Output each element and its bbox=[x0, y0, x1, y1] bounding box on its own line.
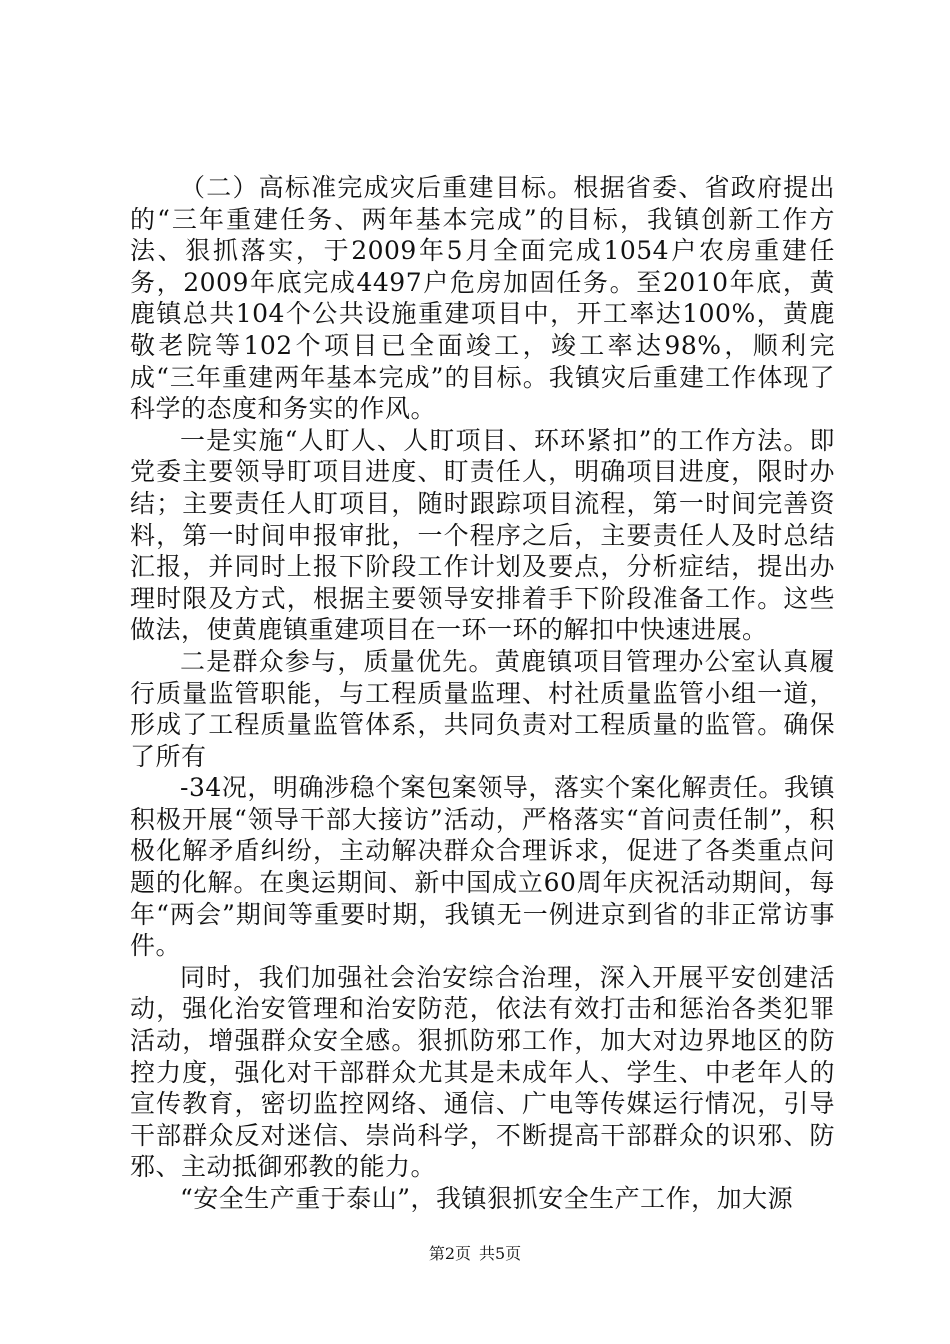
paragraph-project-method: 一是实施“人盯人、人盯项目、环环紧扣”的工作方法。即党委主要领导盯项目进度、盯责任人，明确项目进度，限时办结；主要责任人盯项目，随时跟踪项目流程，第一时间完善资料，第一时间申报审批，一个程序之后，主要责任人及时总结汇报，并同时上报下阶段工作计划及要点，分析症结，提出办理时限及方式，根据主要领导安排着手下阶段准备工作。这些做法，使黄鹿镇重建项目在一环一环的解扣中快速进展。 bbox=[130, 425, 835, 645]
document-body bbox=[130, 172, 835, 1215]
paragraph-public-security: 同时，我们加强社会治安综合治理，深入开展平安创建活动，强化治安管理和治安防范，依法有效打击和惩治各类犯罪活动，增强群众安全感。狠抓防邪工作，加大对边界地区的防控力度，强化对干部群众尤其是未成年人、学生、中老年人的宣传教育，密切监控网络、通信、广电等传媒运行情况，引导干部群众反对迷信、崇尚科学，不断提高干部群众的识邪、防邪、主动抵御邪教的能力。 bbox=[130, 962, 835, 1182]
page-number: 第2页 bbox=[428, 1244, 471, 1263]
paragraph-petition-handling: -34况，明确涉稳个案包案领导，落实个案化解责任。我镇积极开展“领导干部大接访”活动，严格落实“首问责任制”，积极化解矛盾纠纷，主动解决群众合理诉求，促进了各类重点问题的化解。在奥运期间、新中国成立60周年庆祝活动期间，每年“两会”期间等重要时期，我镇无一例进京到省的非正常访事件。 bbox=[130, 773, 835, 961]
paragraph-reconstruction-goal: （二）高标准完成灾后重建目标。根据省委、省政府提出的“三年重建任务、两年基本完成”的目标，我镇创新工作方法、狠抓落实，于2009年5月全面完成1054户农房重建任务，2009年底完成4497户危房加固任务。至2010年底，黄鹿镇总共104个公共设施重建项目中，开工率达100%，黄鹿敬老院等102个项目已全面竣工，竣工率达98%，顺利完成“三年重建两年基本完成”的目标。我镇灾后重建工作体现了科学的态度和务实的作风。 bbox=[130, 173, 835, 424]
paragraph-quality-first: 二是群众参与，质量优先。黄鹿镇项目管理办公室认真履行质量监管职能，与工程质量监理、村社质量监管小组一道，形成了工程质量监管体系，共同负责对工程质量的监管。确保了所有 bbox=[130, 646, 835, 771]
page-footer bbox=[0, 1244, 950, 1264]
page-total: 共5页 bbox=[479, 1244, 522, 1263]
paragraph-safety-production: “安全生产重于泰山”，我镇狠抓安全生产工作，加大源 bbox=[180, 1184, 794, 1213]
